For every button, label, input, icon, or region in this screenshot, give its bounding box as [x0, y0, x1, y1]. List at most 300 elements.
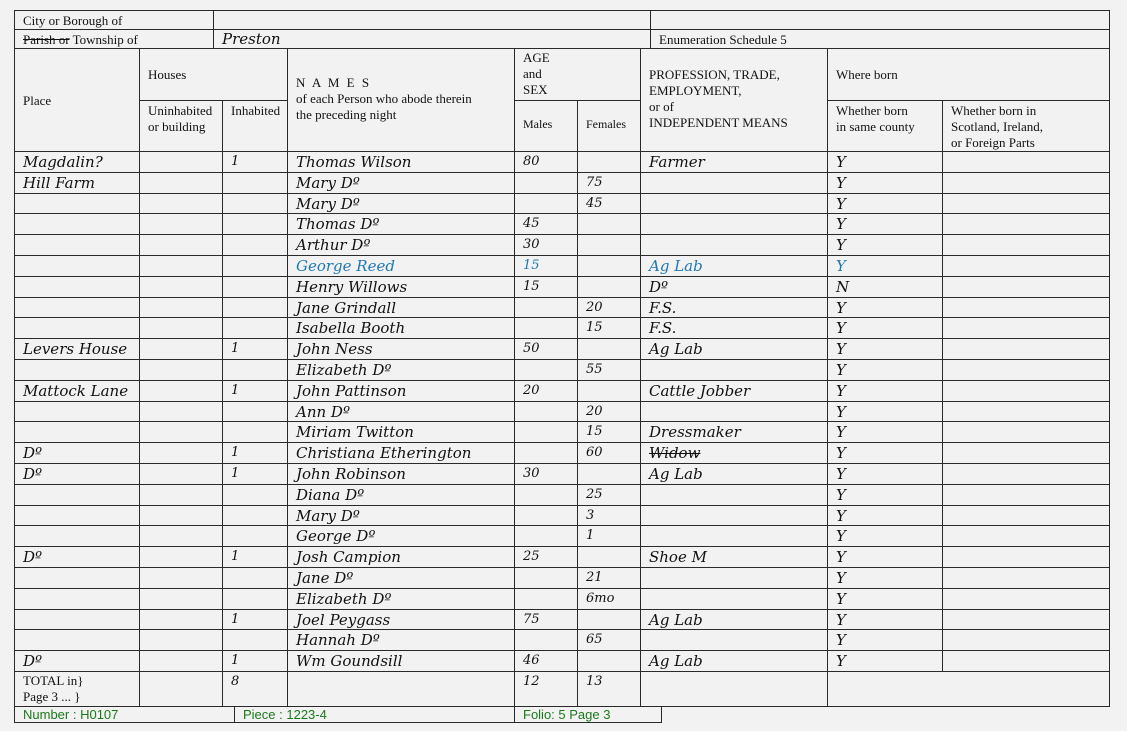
males-cell [514, 359, 578, 381]
col-inhabited-label: Inhabited [231, 103, 281, 118]
uninhabited-cell [139, 193, 223, 214]
profession-cell [640, 172, 828, 194]
foreign-cell [942, 505, 1110, 526]
same-county-value: Y [836, 257, 846, 275]
males-value: 45 [523, 216, 540, 231]
uninhabited-cell [139, 213, 223, 235]
name-value: Thomas Wilson [296, 153, 412, 171]
males-cell [514, 463, 578, 485]
foreign-cell [942, 255, 1110, 277]
males-cell [514, 609, 578, 630]
col-foreign [942, 100, 1110, 152]
profession-value: Widow [649, 444, 701, 462]
profession-cell [640, 546, 828, 568]
place-cell [14, 567, 140, 589]
same-county-value: N [836, 278, 850, 296]
place-value: Dº [23, 548, 43, 566]
place-value: Dº [23, 444, 43, 462]
foreign-cell [942, 484, 1110, 506]
uninhabited-cell [139, 567, 223, 589]
same-county-value: Y [836, 319, 846, 337]
total-names-cell [287, 671, 515, 707]
same-county-value: Y [836, 652, 846, 670]
inhabited-cell [222, 172, 288, 194]
col-names-sub: of each Person who abode therein the preceding night [296, 91, 472, 122]
females-cell [577, 172, 641, 194]
same-county-value: Y [836, 382, 846, 400]
name-value: Henry Willows [296, 278, 408, 296]
females-cell [577, 525, 641, 547]
profession-cell [640, 650, 828, 672]
name-value: Diana Dº [296, 486, 365, 504]
females-value: 65 [586, 632, 603, 647]
profession-value: Ag Lab [649, 465, 703, 483]
males-cell [514, 401, 578, 422]
same-county-cell [827, 588, 943, 610]
profession-cell [640, 193, 828, 214]
profession-value: Farmer [649, 153, 705, 171]
profession-cell [640, 505, 828, 526]
same-county-cell [827, 401, 943, 422]
same-county-cell [827, 297, 943, 318]
same-county-cell [827, 629, 943, 651]
females-value: 60 [586, 445, 603, 460]
col-same-county-label: Whether born in same county [836, 103, 915, 134]
place-cell [14, 525, 140, 547]
name-cell [287, 588, 515, 610]
name-value: Christiana Etherington [296, 444, 472, 462]
uninhabited-cell [139, 255, 223, 277]
township-value-cell [213, 29, 651, 49]
profession-cell [640, 380, 828, 402]
foreign-cell [942, 213, 1110, 235]
females-cell [577, 463, 641, 485]
females-value: 1 [586, 528, 595, 543]
inhabited-value: 1 [231, 154, 240, 169]
footer-number-label: Number : H0107 [23, 707, 119, 722]
total-label: TOTAL in} Page 3 ... } [23, 673, 84, 704]
name-cell [287, 172, 515, 194]
females-cell [577, 338, 641, 360]
inhabited-cell [222, 401, 288, 422]
place-cell [14, 255, 140, 277]
females-cell [577, 484, 641, 506]
uninhabited-cell [139, 505, 223, 526]
inhabited-cell [222, 359, 288, 381]
name-value: Mary Dº [296, 174, 360, 192]
city-label-cell [14, 10, 214, 30]
col-uninhabited-label: Uninhabited or building [148, 103, 213, 134]
name-value: Hannah Dº [296, 631, 380, 649]
profession-cell [640, 609, 828, 630]
name-cell [287, 567, 515, 589]
col-same-county [827, 100, 943, 152]
same-county-value: Y [836, 611, 846, 629]
inhabited-value: 1 [231, 612, 240, 627]
col-females-label: Females [586, 117, 626, 131]
township-label: Township of [72, 32, 138, 47]
col-where-born-label: Where born [836, 67, 898, 82]
males-cell [514, 297, 578, 318]
col-place [14, 48, 140, 152]
inhabited-cell [222, 317, 288, 339]
inhabited-cell [222, 380, 288, 402]
col-age-sex [514, 48, 641, 101]
name-value: Mary Dº [296, 507, 360, 525]
males-cell [514, 546, 578, 568]
col-profession [640, 48, 828, 152]
name-value: Joel Peygass [296, 611, 391, 629]
females-value: 15 [586, 424, 603, 439]
total-inhabited-cell [222, 671, 288, 707]
profession-value: F.S. [649, 319, 677, 337]
females-cell [577, 546, 641, 568]
uninhabited-cell [139, 234, 223, 256]
inhabited-value: 1 [231, 653, 240, 668]
name-value: John Pattinson [296, 382, 407, 400]
profession-cell [640, 317, 828, 339]
same-county-value: Y [836, 236, 846, 254]
same-county-cell [827, 255, 943, 277]
profession-cell [640, 297, 828, 318]
same-county-value: Y [836, 527, 846, 545]
males-value: 46 [523, 653, 540, 668]
females-cell [577, 276, 641, 298]
uninhabited-cell [139, 609, 223, 630]
females-cell [577, 401, 641, 422]
col-profession-label: PROFESSION, TRADE, EMPLOYMENT, or of INDEPENDENT MEANS [649, 67, 788, 130]
uninhabited-cell [139, 588, 223, 610]
females-value: 20 [586, 404, 603, 419]
profession-cell [640, 442, 828, 464]
males-cell [514, 338, 578, 360]
inhabited-value: 1 [231, 383, 240, 398]
name-cell [287, 463, 515, 485]
foreign-cell [942, 421, 1110, 443]
inhabited-cell [222, 213, 288, 235]
same-county-cell [827, 317, 943, 339]
same-county-cell [827, 463, 943, 485]
profession-cell [640, 629, 828, 651]
place-cell [14, 629, 140, 651]
schedule-cell [650, 29, 1110, 49]
foreign-cell [942, 151, 1110, 173]
col-males [514, 100, 578, 152]
name-value: Arthur Dº [296, 236, 371, 254]
females-cell [577, 650, 641, 672]
city-label: City or Borough of [23, 13, 123, 28]
same-county-cell [827, 234, 943, 256]
name-cell [287, 421, 515, 443]
foreign-cell [942, 401, 1110, 422]
inhabited-cell [222, 338, 288, 360]
place-cell [14, 193, 140, 214]
females-cell [577, 421, 641, 443]
name-cell [287, 255, 515, 277]
place-cell [14, 442, 140, 464]
inhabited-cell [222, 255, 288, 277]
uninhabited-cell [139, 359, 223, 381]
name-value: Jane Dº [296, 569, 354, 587]
males-value: 30 [523, 237, 540, 252]
name-cell [287, 401, 515, 422]
same-county-value: Y [836, 423, 846, 441]
place-cell [14, 588, 140, 610]
name-cell [287, 609, 515, 630]
males-value: 30 [523, 466, 540, 481]
name-value: John Robinson [296, 465, 406, 483]
inhabited-cell [222, 151, 288, 173]
inhabited-cell [222, 442, 288, 464]
same-county-value: Y [836, 361, 846, 379]
same-county-cell [827, 276, 943, 298]
name-value: Wm Goundsill [296, 652, 403, 670]
place-value: Hill Farm [23, 174, 95, 192]
inhabited-value: 1 [231, 549, 240, 564]
foreign-cell [942, 172, 1110, 194]
same-county-cell [827, 172, 943, 194]
place-cell [14, 484, 140, 506]
name-cell [287, 380, 515, 402]
inhabited-cell [222, 421, 288, 443]
same-county-cell [827, 442, 943, 464]
col-houses [139, 48, 288, 101]
females-cell [577, 213, 641, 235]
col-houses-label: Houses [148, 67, 187, 82]
profession-value: F.S. [649, 299, 677, 317]
females-cell [577, 609, 641, 630]
foreign-cell [942, 546, 1110, 568]
profession-value: Dressmaker [649, 423, 741, 441]
footer-number [14, 706, 235, 723]
footer-piece [234, 706, 515, 723]
foreign-cell [942, 193, 1110, 214]
females-cell [577, 297, 641, 318]
profession-cell [640, 401, 828, 422]
same-county-cell [827, 193, 943, 214]
same-county-value: Y [836, 403, 846, 421]
uninhabited-cell [139, 317, 223, 339]
females-value: 45 [586, 196, 603, 211]
name-cell [287, 525, 515, 547]
place-cell [14, 297, 140, 318]
females-value: 15 [586, 320, 603, 335]
name-cell [287, 317, 515, 339]
males-cell [514, 172, 578, 194]
place-value: Mattock Lane [23, 382, 129, 400]
total-profession-cell [640, 671, 828, 707]
uninhabited-cell [139, 297, 223, 318]
place-cell [14, 359, 140, 381]
foreign-cell [942, 650, 1110, 672]
name-value: George Reed [296, 257, 395, 275]
uninhabited-cell [139, 380, 223, 402]
name-value: Isabella Booth [296, 319, 406, 337]
township-label-cell [14, 29, 214, 49]
same-county-cell [827, 151, 943, 173]
name-value: Thomas Dº [296, 215, 380, 233]
same-county-cell [827, 650, 943, 672]
females-cell [577, 234, 641, 256]
females-cell [577, 151, 641, 173]
profession-cell [640, 567, 828, 589]
total-inhabited: 8 [231, 674, 240, 689]
name-cell [287, 505, 515, 526]
name-cell [287, 151, 515, 173]
inhabited-cell [222, 567, 288, 589]
col-males-label: Males [523, 117, 553, 131]
name-cell [287, 650, 515, 672]
uninhabited-cell [139, 401, 223, 422]
name-cell [287, 276, 515, 298]
females-cell [577, 255, 641, 277]
same-county-value: Y [836, 569, 846, 587]
males-cell [514, 421, 578, 443]
inhabited-cell [222, 234, 288, 256]
uninhabited-cell [139, 525, 223, 547]
uninhabited-cell [139, 151, 223, 173]
col-where-born [827, 48, 1110, 101]
males-cell [514, 484, 578, 506]
profession-value: Ag Lab [649, 652, 703, 670]
total-label-cell [14, 671, 140, 707]
same-county-cell [827, 546, 943, 568]
name-cell [287, 338, 515, 360]
males-cell [514, 255, 578, 277]
uninhabited-cell [139, 484, 223, 506]
total-county-cell [827, 671, 1110, 707]
same-county-value: Y [836, 195, 846, 213]
inhabited-cell [222, 609, 288, 630]
profession-cell [640, 234, 828, 256]
name-cell [287, 297, 515, 318]
profession-cell [640, 463, 828, 485]
foreign-cell [942, 609, 1110, 630]
females-cell [577, 317, 641, 339]
profession-cell [640, 359, 828, 381]
total-uninhabited-cell [139, 671, 223, 707]
name-cell [287, 442, 515, 464]
uninhabited-cell [139, 650, 223, 672]
uninhabited-cell [139, 442, 223, 464]
foreign-cell [942, 525, 1110, 547]
inhabited-value: 1 [231, 466, 240, 481]
name-cell [287, 484, 515, 506]
inhabited-cell [222, 463, 288, 485]
schedule-label: Enumeration Schedule 5 [659, 32, 787, 47]
foreign-cell [942, 317, 1110, 339]
uninhabited-cell [139, 172, 223, 194]
males-cell [514, 213, 578, 235]
females-cell [577, 629, 641, 651]
name-cell [287, 359, 515, 381]
foreign-cell [942, 276, 1110, 298]
same-county-cell [827, 567, 943, 589]
col-age-sex-label: AGE and SEX [523, 50, 550, 97]
females-value: 3 [586, 508, 595, 523]
profession-cell [640, 588, 828, 610]
inhabited-cell [222, 297, 288, 318]
males-cell [514, 234, 578, 256]
profession-cell [640, 338, 828, 360]
females-value: 20 [586, 300, 603, 315]
place-cell [14, 380, 140, 402]
place-cell [14, 151, 140, 173]
profession-cell [640, 276, 828, 298]
females-value: 6mo [586, 591, 615, 606]
place-value: Dº [23, 652, 43, 670]
males-cell [514, 193, 578, 214]
place-cell [14, 276, 140, 298]
col-inhabited [222, 100, 288, 152]
same-county-value: Y [836, 340, 846, 358]
females-cell [577, 588, 641, 610]
inhabited-cell [222, 629, 288, 651]
name-value: Elizabeth Dº [296, 590, 392, 608]
name-value: George Dº [296, 527, 376, 545]
profession-value: Ag Lab [649, 340, 703, 358]
profession-cell [640, 255, 828, 277]
total-females-cell [577, 671, 641, 707]
same-county-value: Y [836, 153, 846, 171]
same-county-cell [827, 525, 943, 547]
col-females [577, 100, 641, 152]
males-value: 15 [523, 279, 540, 294]
name-cell [287, 629, 515, 651]
place-cell [14, 546, 140, 568]
same-county-cell [827, 421, 943, 443]
uninhabited-cell [139, 546, 223, 568]
name-value: Jane Grindall [296, 299, 397, 317]
township-value: Preston [222, 30, 281, 48]
name-value: Mary Dº [296, 195, 360, 213]
same-county-value: Y [836, 299, 846, 317]
females-cell [577, 442, 641, 464]
inhabited-cell [222, 525, 288, 547]
name-value: Miriam Twitton [296, 423, 414, 441]
place-cell [14, 172, 140, 194]
place-cell [14, 609, 140, 630]
females-value: 75 [586, 175, 603, 190]
footer-folio-label: Folio: 5 Page 3 [523, 707, 611, 722]
profession-value: Ag Lab [649, 257, 703, 275]
name-value: John Ness [296, 340, 373, 358]
females-value: 55 [586, 362, 603, 377]
col-uninhabited [139, 100, 223, 152]
same-county-cell [827, 505, 943, 526]
same-county-cell [827, 338, 943, 360]
profession-cell [640, 484, 828, 506]
males-cell [514, 629, 578, 651]
males-cell [514, 276, 578, 298]
profession-cell [640, 525, 828, 547]
same-county-value: Y [836, 465, 846, 483]
name-cell [287, 193, 515, 214]
place-cell [14, 401, 140, 422]
same-county-cell [827, 359, 943, 381]
same-county-cell [827, 213, 943, 235]
place-cell [14, 421, 140, 443]
city-value-cell [213, 10, 651, 30]
same-county-value: Y [836, 215, 846, 233]
uninhabited-cell [139, 276, 223, 298]
foreign-cell [942, 588, 1110, 610]
foreign-cell [942, 442, 1110, 464]
same-county-cell [827, 484, 943, 506]
col-names [287, 48, 515, 152]
place-cell [14, 463, 140, 485]
foreign-cell [942, 234, 1110, 256]
